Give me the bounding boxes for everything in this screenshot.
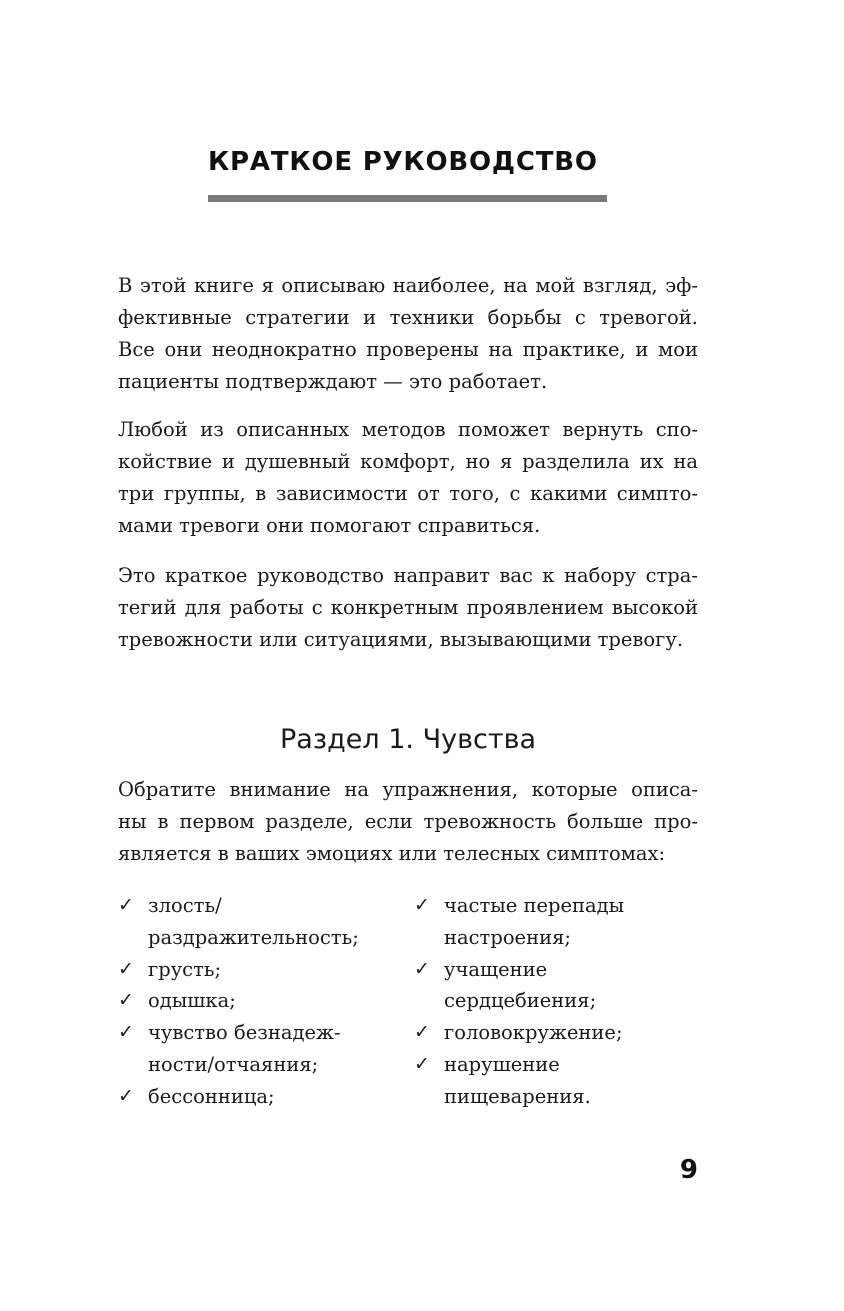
list-item-text: учащение [444, 957, 548, 981]
checkmark-icon: ✓ [414, 957, 430, 980]
list-item-text: бессонница; [148, 1084, 275, 1108]
list-item [118, 985, 398, 1017]
title-underline [208, 195, 607, 202]
symptom-list-right [414, 890, 704, 1113]
list-item-text: ности/отчаяния; [148, 1052, 319, 1076]
text-line: фективные стратегии и техники борьбы с тревогой. [118, 306, 698, 329]
list-item-text: чувство безнадеж- [148, 1021, 341, 1045]
chapter-title: КРАТКОЕ РУКОВОДСТВО [208, 147, 598, 177]
checkmark-icon: ✓ [118, 957, 134, 980]
text-line: является в ваших эмоциях или телесных симптомах: [118, 842, 666, 865]
text-line: Все они неоднократно проверены на практике, и мои [118, 338, 698, 361]
list-item-text: одышка; [148, 989, 236, 1013]
text-line: Обратите внимание на упражнения, которые описа- [118, 778, 698, 801]
list-item-text: сердцебиения; [444, 989, 597, 1013]
section-intro-paragraph [118, 774, 698, 870]
list-item [118, 954, 398, 986]
symptom-list-left [118, 890, 398, 1113]
text-line: пациенты подтверждают — это работает. [118, 370, 548, 393]
list-item [118, 890, 398, 954]
text-line: тревожности или ситуациями, вызывающими тревогу. [118, 628, 684, 651]
list-item-text: грусть; [148, 957, 222, 981]
text-line: койствие и душевный комфорт, но я разделила их на [118, 450, 698, 473]
checkmark-icon: ✓ [118, 1021, 134, 1044]
list-item-text: пищеварения. [444, 1084, 591, 1108]
text-line: Это краткое руководство направит вас к набору стра- [118, 564, 698, 587]
text-line: Любой из описанных методов поможет вернуть спо- [118, 418, 698, 441]
list-item-text: настроения; [444, 925, 571, 949]
text-line: три группы, в зависимости от того, с какими симпто- [118, 482, 698, 505]
checkmark-icon: ✓ [118, 1084, 134, 1107]
list-item-text: нарушение [444, 1052, 560, 1076]
list-item-text: частые перепады [444, 894, 625, 917]
page-number: 9 [679, 1155, 698, 1185]
checkmark-icon: ✓ [414, 1052, 430, 1075]
list-item [118, 1081, 398, 1113]
list-item [414, 890, 704, 954]
intro-paragraph-3 [118, 560, 698, 656]
text-line: мами тревоги они помогают справиться. [118, 514, 541, 537]
text-line: ны в первом разделе, если тревожность больше про- [118, 810, 698, 833]
checkmark-icon: ✓ [118, 989, 134, 1012]
intro-paragraph-2 [118, 414, 698, 542]
list-item [414, 1049, 704, 1113]
list-item-text: раздражительность; [148, 925, 359, 949]
list-item [414, 954, 704, 1018]
list-item [414, 1017, 704, 1049]
list-item [118, 1017, 398, 1081]
list-item-text: злость/ [148, 894, 222, 917]
text-line: тегий для работы с конкретным проявлением высокой [118, 596, 698, 619]
section-heading: Раздел 1. Чувства [279, 724, 537, 755]
text-line: В этой книге я описываю наиболее, на мой взгляд, эф- [118, 274, 698, 297]
list-item-text: головокружение; [444, 1021, 623, 1045]
intro-paragraph-1 [118, 270, 698, 398]
checkmark-icon: ✓ [414, 894, 430, 916]
checkmark-icon: ✓ [118, 894, 134, 916]
checkmark-icon: ✓ [414, 1021, 430, 1044]
